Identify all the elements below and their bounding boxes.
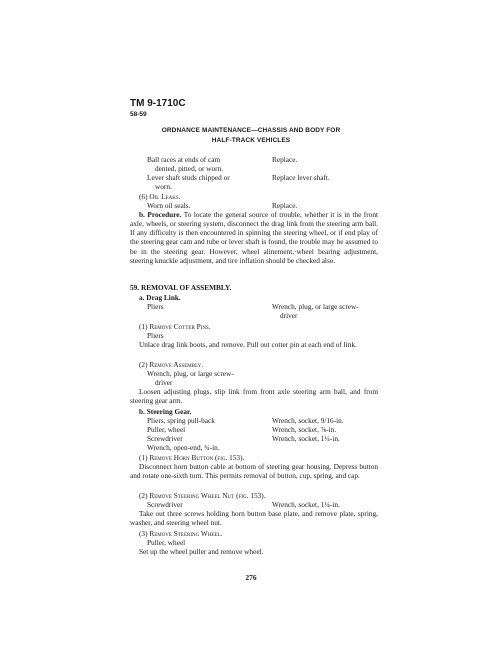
tool-item: Puller, wheel bbox=[147, 425, 186, 434]
tool-item: Screwdriver bbox=[147, 434, 183, 443]
tool-item: driver bbox=[155, 378, 173, 387]
step-text: Set up the wheel puller and remove wheel. bbox=[139, 547, 264, 556]
section-heading: 59. REMOVAL OF ASSEMBLY. bbox=[130, 283, 232, 292]
tool-item: Wrench, socket, 1¼-in. bbox=[272, 500, 340, 509]
step-text: Loosen adjusting plugs, slip link from front axle steering arm ball, and from steering gear arm. bbox=[130, 387, 378, 406]
tool-item: Wrench, plug, or large screw- bbox=[272, 302, 359, 311]
tool-item: Wrench, open-end, ¾-in. bbox=[147, 443, 220, 452]
table-row: dented, pitted, or worn. bbox=[155, 164, 224, 173]
table-row: Replace. bbox=[272, 201, 298, 210]
table-row: Replace. bbox=[272, 155, 298, 164]
step-heading: (3) Remove Steering Wheel. bbox=[139, 529, 223, 538]
step-text: Unlace drag link boots, and remove. Pull out cotter pin at each end of link. bbox=[139, 340, 357, 349]
step-heading: (1) Remove Horn Button (fig. 153). bbox=[139, 453, 245, 462]
tool-item: Pliers bbox=[147, 302, 164, 311]
tool-item: Pliers bbox=[147, 331, 164, 340]
procedure-text: To locate the general source of trouble, whether it is in the front axle, wheels, or steering system, disconnect the drag link from the steering arm ball. If any difficulty is then encountered in spinning the steering wheel, or if end play of the steering gear cam and tube or lever shaft is found, the trouble may be assumed to be in the steering gear. However, wheel alinement,·wheel bearing adjustment, steering knuckle adjustment, and tire inflation should be checked also. bbox=[130, 210, 378, 265]
tool-item: Wrench, socket, 1¼-in. bbox=[272, 434, 340, 443]
step-heading: (1) Remove Cotter Pins. bbox=[139, 322, 211, 331]
tool-item: driver bbox=[280, 311, 298, 320]
tool-item: Wrench, socket, ⅞-in. bbox=[272, 425, 337, 434]
tool-item: Wrench, socket, 9/16-in. bbox=[272, 416, 344, 425]
table-row: (6) Oil Leaks. bbox=[139, 192, 181, 201]
step-heading: (2) Remove Assembly. bbox=[139, 360, 204, 369]
page-title-line1: ORDNANCE MAINTENANCE—CHASSIS AND BODY FOR bbox=[161, 127, 341, 134]
tm-number: TM 9-1710C bbox=[130, 98, 186, 109]
table-row: Worn oil seals. bbox=[147, 201, 191, 210]
table-row: Replace lever shaft. bbox=[272, 173, 330, 182]
tool-item: Screwdriver bbox=[147, 500, 183, 509]
step-text: Take out three screws holding horn button base plate, and remove plate, spring, washer, and steering wheel nut. bbox=[130, 509, 378, 528]
subsection-heading: b. Steering Gear. bbox=[139, 407, 192, 416]
step-heading: (2) Remove Steering Wheel Nut (fig. 153). bbox=[139, 491, 266, 500]
procedure-label: b. Procedure. bbox=[139, 210, 182, 219]
subsection-heading: a. Drag Link. bbox=[139, 293, 181, 302]
table-row: Lever shaft studs chipped or bbox=[147, 173, 230, 182]
page-title-line2: HALF-TRACK VEHICLES bbox=[211, 137, 291, 144]
table-row: Ball races at ends of cam bbox=[147, 155, 221, 164]
tool-item: Puller, wheel bbox=[147, 538, 186, 547]
section-numbers: 58-59 bbox=[130, 111, 147, 118]
page-number: 276 bbox=[245, 573, 257, 582]
table-row: worn. bbox=[155, 182, 172, 191]
tool-item: Pliers, spring pull-back bbox=[147, 416, 215, 425]
procedure-paragraph bbox=[130, 210, 378, 265]
tool-item: Wrench, plug, or large screw- bbox=[147, 369, 234, 378]
step-text: Disconnect horn button cable at bottom of steering gear housing. Depress button and rotate one-sixth turn. This permits removal of button, cup, spring, and cap. bbox=[130, 462, 378, 481]
